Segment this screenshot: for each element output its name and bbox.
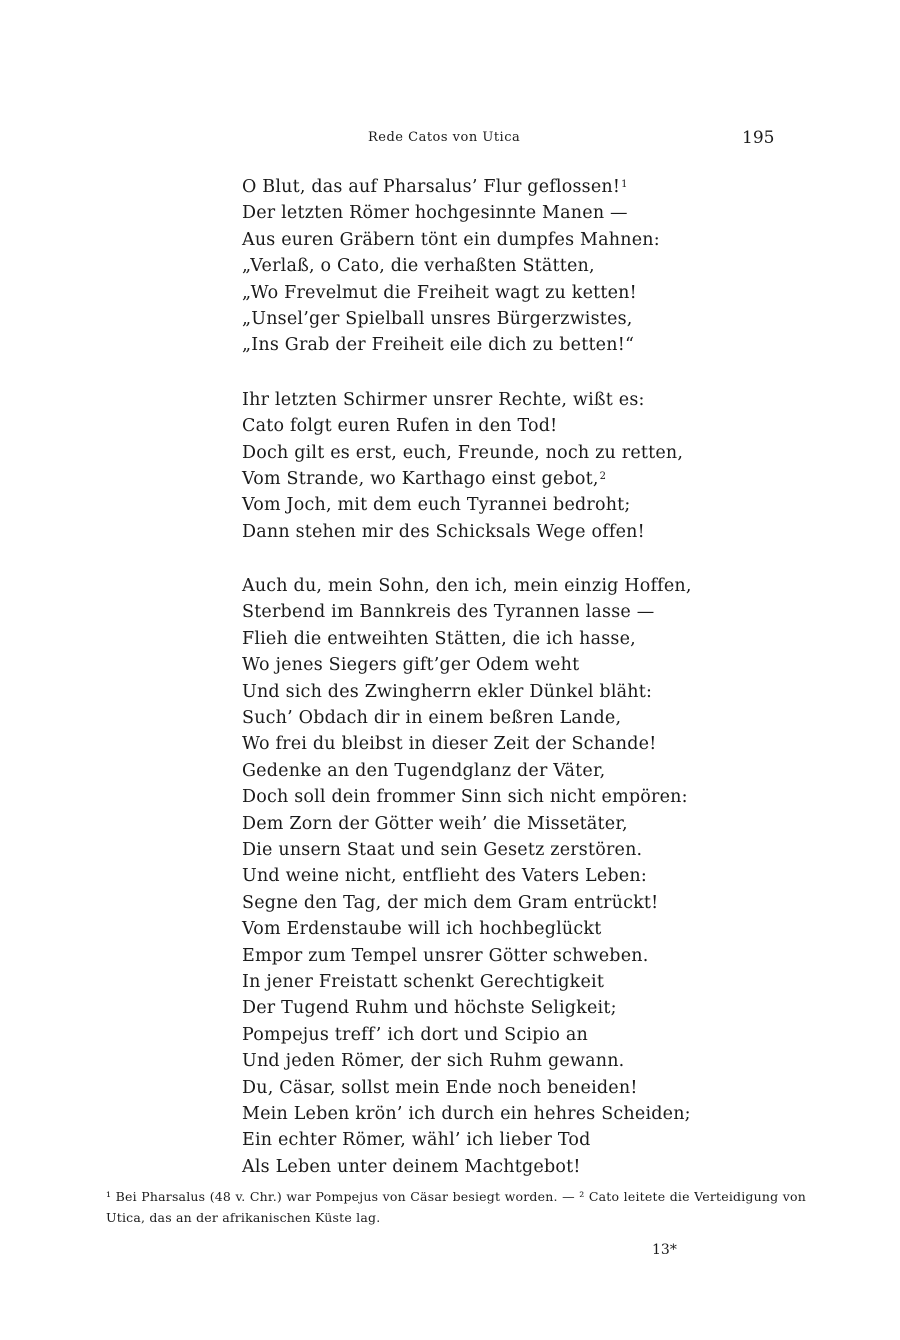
poem-line-text: Du, Cäsar, sollst mein Ende noch beneiden! <box>242 1077 638 1098</box>
poem-line-text: Vom Strande, wo Karthago einst gebot, <box>242 468 599 489</box>
poem-line-text: Die unsern Staat und sein Gesetz zerstören. <box>242 839 643 860</box>
poem-line <box>242 200 802 226</box>
poem-line-text: Und sich des Zwingherrn ekler Dünkel bläht: <box>242 681 653 702</box>
poem-line <box>242 332 802 358</box>
poem-line <box>242 811 802 837</box>
page-number: 195 <box>742 128 775 148</box>
stanza <box>242 387 802 545</box>
poem-line-text: Doch gilt es erst, euch, Freunde, noch zu retten, <box>242 442 684 463</box>
poem-line-text: „Verlaß, o Cato, die verhaßten Stätten, <box>242 256 595 277</box>
poem-line <box>242 1048 802 1074</box>
poem-line <box>242 890 802 916</box>
page-header <box>0 128 900 152</box>
poem-line <box>242 519 802 545</box>
poem-line-text: Doch soll dein frommer Sinn sich nicht empören: <box>242 787 688 808</box>
poem-line-text: Flieh die entweihten Stätten, die ich hasse, <box>242 628 636 649</box>
poem-line <box>242 863 802 889</box>
poem-line-text: Segne den Tag, der mich dem Gram entrückt! <box>242 892 659 913</box>
poem-line <box>242 387 802 413</box>
poem-line <box>242 679 802 705</box>
poem-line <box>242 626 802 652</box>
poem-line-text: Ein echter Römer, wähl’ ich lieber Tod <box>242 1130 591 1151</box>
poem-line-text: Als Leben unter deinem Machtgebot! <box>242 1156 581 1177</box>
stanza <box>242 174 802 359</box>
poem-line <box>242 969 802 995</box>
poem-line <box>242 995 802 1021</box>
poem-line <box>242 413 802 439</box>
footnote-marker: 1 <box>621 179 628 190</box>
poem-line-text: Und weine nicht, entflieht des Vaters Leben: <box>242 866 647 887</box>
poem-line <box>242 227 802 253</box>
poem-line <box>242 280 802 306</box>
poem-line <box>242 1154 802 1180</box>
poem-line <box>242 1101 802 1127</box>
poem-line-text: Gedenke an den Tugendglanz der Väter, <box>242 760 606 781</box>
poem-line-text: Mein Leben krön’ ich durch ein hehres Scheiden; <box>242 1103 691 1124</box>
poem-line-text: Wo jenes Siegers gift’ger Odem weht <box>242 655 580 676</box>
printer-signature: 13* <box>652 1242 677 1258</box>
poem-line-text: Dem Zorn der Götter weih’ die Missetäter, <box>242 813 628 834</box>
poem-line <box>242 174 802 200</box>
poem-line-text: Such’ Obdach dir in einem beßren Lande, <box>242 708 622 729</box>
poem-line <box>242 1075 802 1101</box>
poem-line-text: Cato folgt euren Rufen in den Tod! <box>242 416 558 437</box>
poem-line <box>242 306 802 332</box>
poem-line-text: Aus euren Gräbern tönt ein dumpfes Mahnen: <box>242 229 660 250</box>
poem-line <box>242 943 802 969</box>
poem-line <box>242 1127 802 1153</box>
poem-line <box>242 466 802 492</box>
poem-line-text: Dann stehen mir des Schicksals Wege offen! <box>242 521 645 542</box>
poem-line-text: Ihr letzten Schirmer unsrer Rechte, wißt es: <box>242 389 645 410</box>
poem-line <box>242 784 802 810</box>
poem-line-text: Empor zum Tempel unsrer Götter schweben. <box>242 945 649 966</box>
poem-line-text: Und jeden Römer, der sich Ruhm gewann. <box>242 1051 625 1072</box>
poem-line-text: „Ins Grab der Freiheit eile dich zu betten!“ <box>242 335 635 356</box>
poem-line <box>242 1022 802 1048</box>
poem-line <box>242 492 802 518</box>
footnotes: ¹ Bei Pharsalus (48 v. Chr.) war Pompejus von Cäsar besiegt worden. — ² Cato leitete die Verteidigung von Utica, das an der afrikanischen Küste lag. <box>106 1189 806 1225</box>
poem-line <box>242 731 802 757</box>
poem-line <box>242 599 802 625</box>
poem-line <box>242 573 802 599</box>
running-head: Rede Catos von Utica <box>368 130 521 145</box>
stanza <box>242 573 802 1180</box>
poem-line-text: „Unsel’ger Spielball unsres Bürgerzwistes, <box>242 308 633 329</box>
poem-line-text: „Wo Frevelmut die Freiheit wagt zu ketten! <box>242 282 637 303</box>
poem-line-text: Vom Joch, mit dem euch Tyrannei bedroht; <box>242 495 631 516</box>
poem-line-text: Sterbend im Bannkreis des Tyrannen lasse — <box>242 602 655 623</box>
poem-line <box>242 916 802 942</box>
poem-line-text: O Blut, das auf Pharsalus’ Flur geflossen! <box>242 177 621 197</box>
poem-line-text: Der Tugend Ruhm und höchste Seligkeit; <box>242 998 617 1019</box>
poem-line <box>242 705 802 731</box>
footnote-marker: 2 <box>599 470 607 482</box>
poem-line-text: In jener Freistatt schenkt Gerechtigkeit <box>242 971 605 992</box>
poem-line <box>242 758 802 784</box>
poem-line-text: Der letzten Römer hochgesinnte Manen — <box>242 203 628 224</box>
poem-line <box>242 837 802 863</box>
poem <box>242 174 802 1180</box>
poem-line-text: Wo frei du bleibst in dieser Zeit der Schande! <box>242 734 657 755</box>
poem-line <box>242 440 802 466</box>
poem-line <box>242 253 802 279</box>
poem-line <box>242 652 802 678</box>
poem-line-text: Auch du, mein Sohn, den ich, mein einzig Hoffen, <box>242 576 692 597</box>
poem-line-text: Vom Erdenstaube will ich hochbeglückt <box>242 919 602 940</box>
poem-line-text: Pompejus treff’ ich dort und Scipio an <box>242 1024 588 1045</box>
